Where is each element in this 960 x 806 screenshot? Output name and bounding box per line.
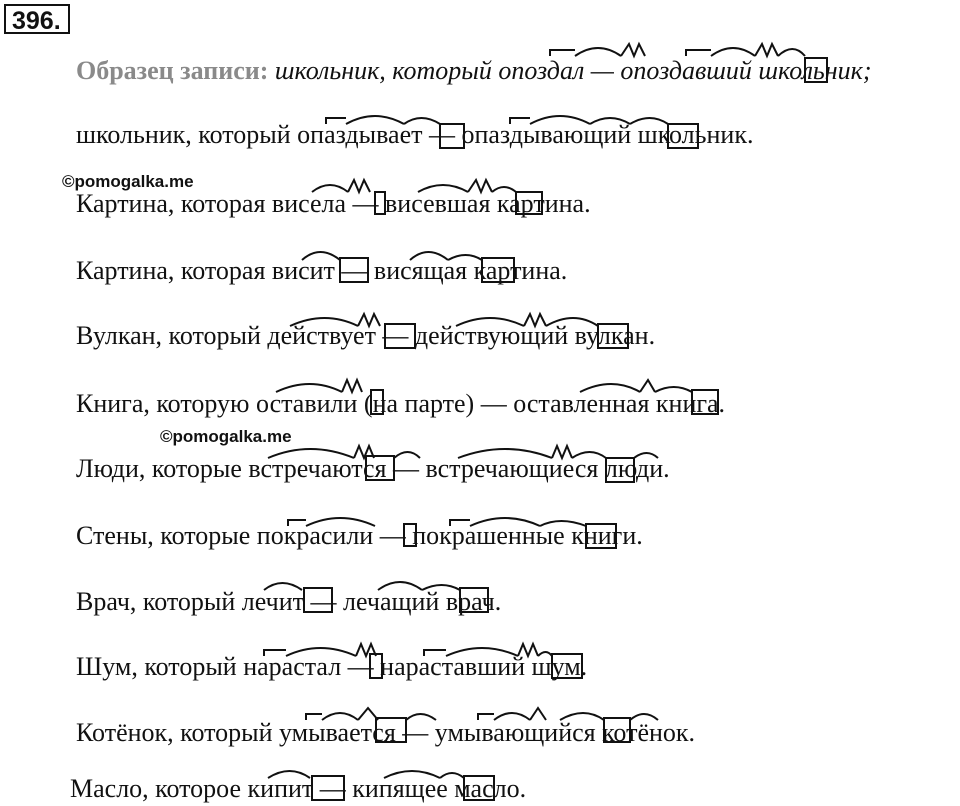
sentence-line: Масло, которое кипит — кипящее масло. (70, 774, 527, 803)
sentence-line: Стены, которые покрасили — покрашенные книги. (76, 521, 643, 550)
sample-label: Образец записи: (76, 56, 269, 85)
sample-line-2: школьник, который опаздывает — опаздывающий школьник. (76, 120, 754, 149)
exercise-number: 396. (4, 4, 70, 34)
sentence-line: Картина, которая висит — висящая картина. (76, 256, 568, 285)
sentence-line: Картина, которая висела — висевшая картина. (76, 189, 591, 218)
sentence-line: Книга, которую оставили (на парте) — оставленная книга. (76, 389, 726, 418)
sample-text-1: школьник, который опоздал — опоздавший школьник; (274, 56, 872, 85)
sentence-line: Люди, которые встречаются — встречающиеся люди. (76, 454, 670, 483)
sentence-line: Врач, который лечит — лечащий врач. (76, 587, 502, 616)
watermark: ©pomogalka.me (160, 427, 292, 446)
sentence-line: Шум, который нарастал — нараставший шум. (76, 652, 588, 681)
sentence-line: Вулкан, который действует — действующий вулкан. (76, 321, 656, 350)
watermark: ©pomogalka.me (62, 172, 194, 191)
sentence-line: Котёнок, который умывается — умывающийся котёнок. (76, 718, 696, 747)
